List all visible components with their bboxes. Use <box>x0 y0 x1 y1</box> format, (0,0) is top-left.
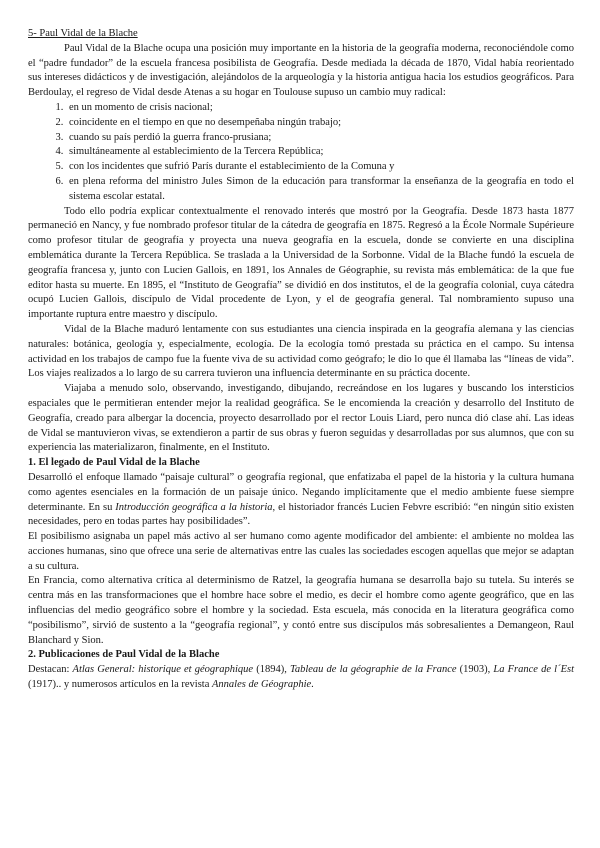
publication-title: Tableau de la géographie de la France <box>289 664 457 676</box>
list-item: 2. coincidente en el tiempo en que no desempeñaba ningún trabajo; <box>66 116 574 131</box>
document-page <box>28 27 574 693</box>
publications-paragraph: Destacan: Atlas General: historique et géographique (1894), Tableau de la géographie de la France (1903), La France de l´Est (1917).. y numerosos artículos en la revista Annales de Géographie. <box>28 664 574 691</box>
intro-paragraph: Paul Vidal de la Blache ocupa una posición muy importante en la historia de la geografía moderna, reconociéndole como el “padre fundador” de la escuela francesa posibilista de Geografía. Desde mediada la década de 1870, Vidal había reorientado sus intereses didácticos y de investigación, alejándolos de la arqueología y la historia antigua hacia los estudios geográficos. Para Berdoulay, el regreso de Vidal desde Atenas a su hogar en Toulouse supuso un cambio muy radical: <box>28 42 574 99</box>
list-item: 6. en plena reforma del ministro Jules Simon de la educación para transformar la enseñanza de la geografía en todo el sistema escolar estatal. <box>66 175 574 205</box>
section-title: 5- Paul Vidal de la Blache <box>28 28 138 39</box>
book-title: Introducción geográfica a la historia <box>115 501 273 513</box>
body-paragraph: Viajaba a menudo solo, observando, investigando, dibujando, recreándose en los lugares y buscando los intersticios espaciales que le permitieran entender mejor la realidad geográfica. Se le encomienda la creación y desarrollo del Instituto de Geografía, creado para albergar la docencia, proyecto desarrollado por el rector Louis Liard, pero nunca dió clase ahí. Las ideas de Vidal se mantuvieron vivas, se extendieron a partir de sus obras y fueron seguidas y desarrolladas por sus alumnos, que con su experiencia las materializaron, finalmente, en el Instituto. <box>28 383 574 454</box>
list-item: 5. con los incidentes que sufrió París durante el establecimiento de la Comuna y <box>66 160 574 175</box>
list-item: 3. cuando su país perdió la guerra franco-prusiana; <box>66 131 574 146</box>
publication-title: Atlas General: historique et géographique <box>72 664 254 676</box>
legacy-paragraph: El posibilismo asignaba un papel más activo al ser humano como agente modificador del ambiente: el ambiente no moldea las acciones humanas, sino que ofrece una serie de alternativas entre las cuales las sociedades escogen aquellas que mejor se adaptan a su cultura. <box>28 531 574 572</box>
journal-title: Annales de Géographie <box>212 679 312 691</box>
numbered-list <box>28 101 574 205</box>
publication-title: La France de l´Est <box>493 664 574 676</box>
body-paragraph: Vidal de la Blache maduró lentamente con sus estudiantes una ciencia inspirada en la geografía alemana y las ciencias naturales: botánica, geología y, especialmente, ecología. De la ecología tomó prestada su práctica en el campo. Su intensa actividad en los trabajos de campo fue la fuente viva de su actividad como geógrafo; le dio lo que él llamaba las “líneas de vida”. Los viajes realizados a lo largo de su carrera tuvieron una influencia determinante en su práctica docente. <box>28 323 574 380</box>
legacy-paragraph: En Francia, como alternativa crítica al determinismo de Ratzel, la geografía humana se desarrolla bajo su tutela. Su interés se centra más en las transformaciones que el hombre hace sobre el medio, es decir el hombre como agente geográfico, que en las influencias del medio geográfico sobre el hombre y la sociedad. Esta escuela, más conocida en la literatura geográfica como “posibilismo”, sirvió de sustento a la “geografía regional”, y contó entre sus discípulos más sobresalientes a Demangeon, Raul Blanchard y Sion. <box>28 575 574 646</box>
legacy-paragraph: Desarrolló el enfoque llamado “paisaje cultural” o geografía regional, que enfatizaba el papel de la historia y la cultura humana como agentes esenciales en la formación de un paisaje único. Negando implícitamente que el medio ambiente fuese siempre determinante. En su Introducción geográfica a la historia, el historiador francés Lucien Febvre escribió: “en ningún sitio existen necesidades, pero en todas partes hay posibilidades”. <box>28 471 574 528</box>
list-item: 4. simultáneamente al establecimiento de la Tercera República; <box>66 145 574 160</box>
list-item: 1. en un momento de crisis nacional; <box>66 101 574 116</box>
body-paragraph: Todo ello podría explicar contextualmente el renovado interés que mostró por la Geografía. Desde 1873 hasta 1877 permaneció en Nancy, y fue nombrado profesor titular de la cátedra de geografía en 1875. Regresó a la École Normale Supérieure como profesor titular de geografía y proyecta una nueva geografía en la escuela, donde se convierte en una disciplina emblemática durante la Tercera República. Se traslada a la Universidad de la Sorbonne. Vidal de la Blache fundó la escuela de geografía francesa y, junto con Lucien Gallois, en 1891, los Annales de Géographie, su revista más emblemática: de la que fue editor hasta su muerte. En 1895, el “Instituto de Geografía” se dividió en dos institutos, el de la geografía colonial, cuya cátedra ocupó Lucien Gallois, discípulo de Vidal procedente de Lyon, y el de geografía general. Tal nombramiento supuso una importante ruptura entre maestro y discípulo. <box>28 205 574 321</box>
publications-heading: 2. Publicaciones de Paul Vidal de la Blache <box>28 649 220 661</box>
legacy-heading: 1. El legado de Paul Vidal de la Blache <box>28 457 200 469</box>
